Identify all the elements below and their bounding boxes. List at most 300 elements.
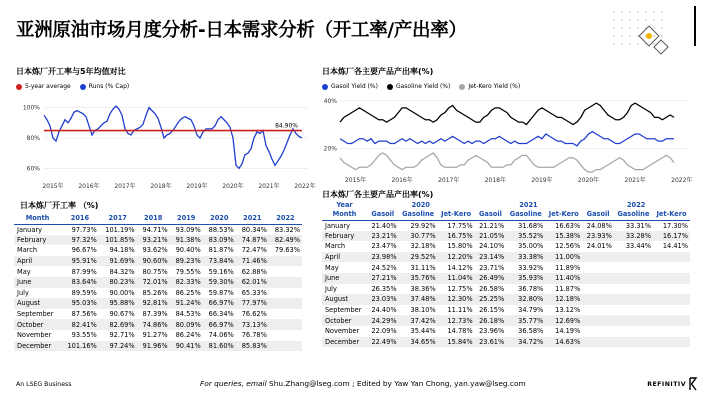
legend-dot-blue-icon: [322, 84, 328, 90]
table-cell: 80.75%: [142, 267, 168, 276]
table-column-header: 2020: [203, 213, 236, 224]
table-cell: 91.38%: [170, 235, 203, 246]
table-cell: 92.81%: [137, 298, 170, 309]
table-cell: 30.77%: [399, 231, 438, 242]
table-cell: 11.00%: [545, 252, 582, 263]
chart1-xtick-label: 2021年: [258, 183, 280, 190]
chart1-ytick-label: 80%: [26, 135, 40, 142]
table-cell: 21.05%: [475, 231, 507, 242]
table-cell: 11.87%: [555, 284, 581, 293]
chart1-ytick-label: 60%: [26, 165, 40, 173]
table-cell: 26.49%: [475, 273, 507, 284]
table-row-label: February: [322, 231, 367, 242]
table-row-label: March: [325, 242, 346, 251]
table-column-header: Gasoil: [367, 209, 399, 220]
table-row: [322, 284, 690, 295]
table-cell: 84.32%: [109, 267, 135, 276]
table-cell: [653, 305, 690, 316]
table-cell: 83.32%: [274, 225, 300, 234]
table-cell: [269, 319, 302, 330]
table-cell: 24.10%: [479, 242, 505, 251]
chart2-legend-gasoil: Gasoil Yield (%): [331, 83, 378, 90]
table-cell: 15.84%: [438, 337, 475, 348]
table-cell: 21.21%: [479, 221, 505, 230]
table-cell: 95.03%: [61, 298, 99, 309]
table-row: [322, 326, 690, 337]
table-year-header: 2021: [519, 201, 538, 209]
table-cell: 35.44%: [410, 327, 436, 336]
table-cell: [269, 298, 302, 309]
table-cell: 17.30%: [662, 221, 688, 230]
table-cell: 91.96%: [137, 341, 170, 352]
table-row-label: March: [17, 246, 38, 255]
chart1-xtick-label: 2017年: [114, 183, 136, 190]
table-cell: 62.01%: [236, 277, 269, 288]
table-cell: [269, 266, 302, 277]
table-cell: 24.40%: [371, 306, 397, 315]
table-cell: [653, 315, 690, 326]
table-row-label: January: [325, 221, 350, 230]
table-cell: 11.11%: [447, 306, 473, 315]
chart1-runs-line: [44, 106, 302, 168]
table-cell: 31.68%: [518, 221, 544, 230]
table-cell: 82.49%: [269, 235, 302, 246]
table-cell: 93.55%: [71, 331, 97, 340]
table-column-header: Gasoline: [399, 209, 438, 220]
table-cell: 91.24%: [170, 298, 203, 309]
table-cell: [653, 284, 690, 295]
table-row: [14, 277, 302, 288]
table-cell: 93.62%: [142, 246, 168, 255]
brand-name: REFINITIV: [647, 381, 686, 388]
table-cell: [653, 273, 690, 284]
table-cell: 95.88%: [99, 298, 137, 309]
table-row-label: April: [14, 256, 61, 267]
table-cell: [582, 284, 614, 295]
table-cell: 82.69%: [99, 319, 137, 330]
table-row-label: November: [325, 327, 360, 336]
table-row: [14, 309, 302, 320]
table-cell: [582, 305, 614, 316]
table1-title: 日本炼厂开工率 （%): [20, 201, 99, 210]
run-rate-table: [14, 213, 302, 351]
table-cell: 87.39%: [142, 310, 168, 319]
table-row-label: January: [17, 225, 42, 234]
table-cell: 89.23%: [170, 256, 203, 267]
table-cell: 34.72%: [506, 337, 545, 348]
table-row: [322, 294, 690, 305]
table-row: [14, 256, 302, 267]
table-cell: 14.63%: [545, 337, 582, 348]
table-cell: 97.73%: [71, 225, 97, 234]
legend-dot-gray-icon: [459, 84, 465, 90]
table-cell: [614, 305, 653, 316]
table-cell: 86.25%: [175, 288, 201, 297]
table-cell: [614, 284, 653, 295]
table-cell: 12.30%: [438, 294, 475, 305]
page-title: 亚洲原油市场月度分析-日本需求分析（开工率/产出率）: [16, 20, 467, 41]
table-cell: 94.18%: [109, 246, 135, 255]
table-cell: 97.24%: [99, 341, 137, 352]
chart2-legend-jetkero: Jet-Kero Yield (%): [468, 83, 521, 90]
table-cell: 23.14%: [475, 252, 507, 263]
table-cell: 24.01%: [586, 242, 612, 251]
table-cell: 23.96%: [479, 327, 505, 336]
table-cell: 101.85%: [99, 235, 137, 246]
chart1-ytick-label: 100%: [22, 104, 40, 112]
table-cell: [269, 277, 302, 288]
table-cell: 38.10%: [410, 306, 436, 315]
table-column-header: Month: [322, 209, 367, 220]
table-cell: 96.67%: [71, 246, 97, 255]
table-cell: 26.35%: [371, 284, 397, 293]
chart1-legend: [16, 83, 135, 90]
table-cell: 37.48%: [399, 294, 438, 305]
table-cell: 34.65%: [399, 337, 438, 348]
table-cell: [614, 294, 653, 305]
table-cell: [582, 294, 614, 305]
table-cell: 89.59%: [71, 288, 97, 297]
table-cell: 24.29%: [367, 315, 399, 326]
table-cell: 26.58%: [479, 284, 505, 293]
table-row: [322, 220, 690, 231]
table-cell: [582, 315, 614, 326]
table-cell: 11.89%: [555, 263, 581, 272]
table-cell: [653, 326, 690, 337]
table-cell: 95.91%: [61, 256, 99, 267]
chart1-xtick-label: 2022年: [294, 183, 316, 190]
table-year-header: 2020: [411, 201, 430, 209]
chart2-ytick-label: 20%: [323, 145, 337, 153]
table-cell: 33.31%: [625, 221, 651, 230]
table-row-label: April: [322, 252, 367, 263]
table-cell: 35.76%: [399, 273, 438, 284]
table-cell: 82.41%: [61, 319, 99, 330]
legend-dot-blue-icon: [80, 84, 86, 90]
table-cell: 35.52%: [506, 231, 545, 242]
table-row: [14, 330, 302, 341]
table-cell: 23.03%: [367, 294, 399, 305]
table-cell: 26.18%: [475, 315, 507, 326]
table-row-label: July: [325, 284, 337, 293]
table-cell: [269, 288, 302, 299]
table-cell: 33.44%: [625, 242, 651, 251]
table-row: [14, 288, 302, 299]
table-row: [322, 305, 690, 316]
chart1-legend-avg: 5-year average: [25, 83, 71, 90]
chart1-annotation: 84.90%: [275, 122, 298, 130]
table-cell: 65.33%: [241, 288, 267, 297]
table-cell: 72.47%: [241, 246, 267, 255]
table-cell: 23.47%: [371, 242, 397, 251]
table-cell: 15.80%: [447, 242, 473, 251]
chart2-legend-gasoline: Gasoline Yield (%): [395, 83, 451, 90]
table-cell: 21.40%: [371, 221, 397, 230]
table-cell: [269, 330, 302, 341]
table-year-header: 2022: [626, 201, 646, 209]
table-cell: 88.53%: [208, 225, 234, 234]
table-cell: 11.40%: [545, 273, 582, 284]
table-cell: 27.21%: [367, 273, 399, 284]
table-cell: 23.93%: [582, 231, 614, 242]
table-cell: 14.19%: [555, 327, 581, 336]
table-cell: [614, 252, 653, 263]
table-cell: 79.55%: [175, 267, 201, 276]
table-cell: [614, 326, 653, 337]
table-cell: 59.87%: [208, 288, 234, 297]
table-cell: 12.73%: [438, 315, 475, 326]
table-cell: 92.71%: [109, 331, 135, 340]
table-cell: [653, 337, 690, 348]
table-cell: 16.75%: [438, 231, 475, 242]
table-year-header: Year: [336, 201, 353, 209]
table-cell: 91.69%: [99, 256, 137, 267]
table-cell: 101.19%: [105, 225, 135, 234]
table-cell: [653, 252, 690, 263]
table-cell: 14.78%: [447, 327, 473, 336]
table-cell: 93.21%: [137, 235, 170, 246]
table-cell: 90.60%: [137, 256, 170, 267]
chart2-xtick-label: 2017年: [438, 177, 460, 184]
table-row-label: October: [322, 315, 367, 326]
chart1-xtick-label: 2015年: [42, 183, 64, 190]
table-row-label: December: [322, 337, 367, 348]
table-cell: 82.33%: [170, 277, 203, 288]
table-cell: 83.09%: [203, 235, 236, 246]
chart2-jetkero-line: [340, 153, 674, 172]
table-cell: 34.79%: [518, 306, 544, 315]
table-row: [322, 315, 690, 326]
table-cell: 73.13%: [236, 319, 269, 330]
table-cell: 79.63%: [274, 246, 300, 255]
table-cell: 15.38%: [545, 231, 582, 242]
table-cell: 14.12%: [447, 263, 473, 272]
table-row-label: December: [14, 341, 61, 352]
table-cell: 74.87%: [236, 235, 269, 246]
table-cell: 73.84%: [203, 256, 236, 267]
table-cell: 80.23%: [99, 277, 137, 288]
table-row: [322, 231, 690, 242]
table-cell: 16.17%: [653, 231, 690, 242]
table-cell: 59.16%: [208, 267, 234, 276]
table-column-header: Jet-Kero: [653, 209, 690, 220]
refinitiv-logo-icon: [688, 377, 698, 391]
table-row: [322, 273, 690, 284]
table-cell: [614, 273, 653, 284]
table-column-header: 2016: [61, 213, 99, 224]
table-cell: [614, 262, 653, 273]
table-cell: 66.97%: [203, 319, 236, 330]
table-header-row: [322, 209, 690, 220]
table-cell: [653, 262, 690, 273]
table-cell: 71.46%: [236, 256, 269, 267]
table-cell: [653, 294, 690, 305]
table-column-header: Jet-Kero: [545, 209, 582, 220]
table-cell: 90.41%: [170, 341, 203, 352]
table-cell: 33.92%: [518, 263, 544, 272]
table-cell: 74.06%: [208, 331, 234, 340]
table-cell: 22.09%: [371, 327, 397, 336]
table-column-header: Gasoil: [475, 209, 507, 220]
table-cell: 32.80%: [506, 294, 545, 305]
table-cell: 23.21%: [367, 231, 399, 242]
table-row-label: August: [322, 294, 367, 305]
table-column-header: Gasoline: [614, 209, 653, 220]
table-cell: 12.18%: [545, 294, 582, 305]
table-cell: 12.69%: [545, 315, 582, 326]
table-cell: 36.58%: [518, 327, 544, 336]
table-cell: 76.62%: [241, 310, 267, 319]
table-cell: 90.00%: [109, 288, 135, 297]
legend-dot-black-icon: [387, 84, 393, 90]
footer-emails[interactable]: Shu.Zhang@lseg.com ; Edited by Yaw Yan Chong, yan.yaw@lseg.com: [269, 379, 526, 388]
table-row-label: May: [17, 267, 31, 276]
table-cell: 66.34%: [208, 310, 234, 319]
table-column-header: 2022: [269, 213, 302, 224]
table-row-label: September: [17, 310, 54, 319]
chart2-ytick-label: 40%: [323, 97, 337, 105]
table-cell: 31.11%: [410, 263, 436, 272]
chart1-legend-runs: Runs (% Cap): [88, 83, 130, 90]
table-cell: 32.18%: [410, 242, 436, 251]
table-row-label: September: [325, 306, 362, 315]
table-cell: 23.61%: [475, 337, 507, 348]
table-cell: 83.64%: [61, 277, 99, 288]
table-cell: [582, 326, 614, 337]
table-row: [14, 266, 302, 277]
table-row-label: August: [14, 298, 61, 309]
table-row-label: July: [17, 288, 29, 297]
table-cell: 74.86%: [137, 319, 170, 330]
table-cell: 25.25%: [475, 294, 507, 305]
table-row-label: February: [14, 235, 61, 246]
chart2-xtick-label: 2018年: [484, 177, 506, 184]
table-cell: [269, 309, 302, 320]
table-cell: 33.38%: [506, 252, 545, 263]
table-cell: 17.75%: [447, 221, 473, 230]
table-cell: 85.83%: [236, 341, 269, 352]
table-cell: 29.52%: [399, 252, 438, 263]
table-row: [14, 319, 302, 330]
table-column-header: Month: [14, 213, 61, 224]
table-cell: 33.28%: [614, 231, 653, 242]
table-cell: [269, 341, 302, 352]
chart1-title: 日本炼厂开工率与5年均值对比: [16, 67, 126, 76]
chart2-xtick-label: 2020年: [577, 177, 600, 184]
chart1-xtick-label: 2019年: [186, 183, 208, 190]
table-cell: 13.12%: [555, 306, 581, 315]
table-row: [322, 262, 690, 273]
table-cell: 93.09%: [175, 225, 201, 234]
table-cell: 16.63%: [555, 221, 581, 230]
table-cell: [614, 315, 653, 326]
chart1-xtick-label: 2020年: [222, 183, 244, 190]
yield-table: [322, 201, 690, 347]
table-cell: 91.27%: [142, 331, 168, 340]
table-cell: 62.88%: [241, 267, 267, 276]
table-cell: 24.08%: [586, 221, 612, 230]
table-cell: 81.60%: [203, 341, 236, 352]
table2-title: 日本炼厂各主要产品产出率(%): [322, 190, 434, 199]
header-accent-line: [694, 6, 696, 46]
table-cell: [269, 256, 302, 267]
table-row: [14, 298, 302, 309]
chart2-legend: [322, 83, 526, 90]
chart2-xtick-label: 2015年: [344, 177, 367, 184]
table-header-row: [14, 213, 302, 224]
table-cell: 36.78%: [518, 284, 544, 293]
table-cell: 97.32%: [61, 235, 99, 246]
table-cell: 14.41%: [662, 242, 688, 251]
table-year-header-row: [322, 201, 690, 209]
table-row: [14, 224, 302, 235]
table-cell: 90.40%: [175, 246, 201, 255]
table-column-header: Gasoil: [582, 209, 614, 220]
table-cell: 90.67%: [109, 310, 135, 319]
table-row-label: June: [14, 277, 61, 288]
table-row: [14, 235, 302, 246]
chart2-xtick-label: 2021年: [624, 177, 646, 184]
chart2-xtick-label: 2016年: [391, 177, 413, 184]
table-cell: 84.53%: [175, 310, 201, 319]
table-cell: 87.99%: [71, 267, 97, 276]
table-column-header: 2017: [99, 213, 137, 224]
table-cell: 26.15%: [479, 306, 505, 315]
table-cell: [582, 273, 614, 284]
chart1-xtick-label: 2016年: [78, 183, 100, 190]
table-cell: [582, 337, 614, 348]
table-row: [322, 241, 690, 252]
table-cell: 76.78%: [241, 331, 267, 340]
table-cell: 80.34%: [241, 225, 267, 234]
table-cell: 23.71%: [479, 263, 505, 272]
table-cell: 66.97%: [203, 298, 236, 309]
table-cell: 11.04%: [438, 273, 475, 284]
chart2-gasoline-line: [340, 103, 674, 124]
table-cell: [582, 262, 614, 273]
table-row-label: October: [14, 319, 61, 330]
table-cell: 12.56%: [555, 242, 581, 251]
table-column-header: Gasoline: [506, 209, 545, 220]
chart1-plot: [10, 94, 316, 194]
table-cell: 38.36%: [410, 284, 436, 293]
table-cell: 80.09%: [170, 319, 203, 330]
table-cell: 12.20%: [438, 252, 475, 263]
table-row-label: May: [325, 263, 339, 272]
table-cell: [582, 252, 614, 263]
table-row: [14, 341, 302, 352]
table-cell: 101.16%: [61, 341, 99, 352]
table-row: [14, 245, 302, 256]
decorative-pattern: [606, 2, 684, 58]
table-cell: 29.92%: [410, 221, 436, 230]
footer-contact: [200, 379, 526, 388]
legend-dot-red-icon: [16, 84, 22, 90]
table-cell: [614, 337, 653, 348]
table-row: [322, 252, 690, 263]
table-column-header: 2019: [170, 213, 203, 224]
table-column-header: Jet-Kero: [438, 209, 475, 220]
table-cell: 12.75%: [447, 284, 473, 293]
table-cell: 87.56%: [71, 310, 97, 319]
table-cell: 23.98%: [367, 252, 399, 263]
chart2-title: 日本炼厂各主要产品产出率(%): [322, 67, 434, 76]
chart2-plot: [316, 92, 696, 188]
table-cell: 72.01%: [137, 277, 170, 288]
table-cell: 86.24%: [175, 331, 201, 340]
table-cell: 77.97%: [236, 298, 269, 309]
table-column-header: 2018: [137, 213, 170, 224]
